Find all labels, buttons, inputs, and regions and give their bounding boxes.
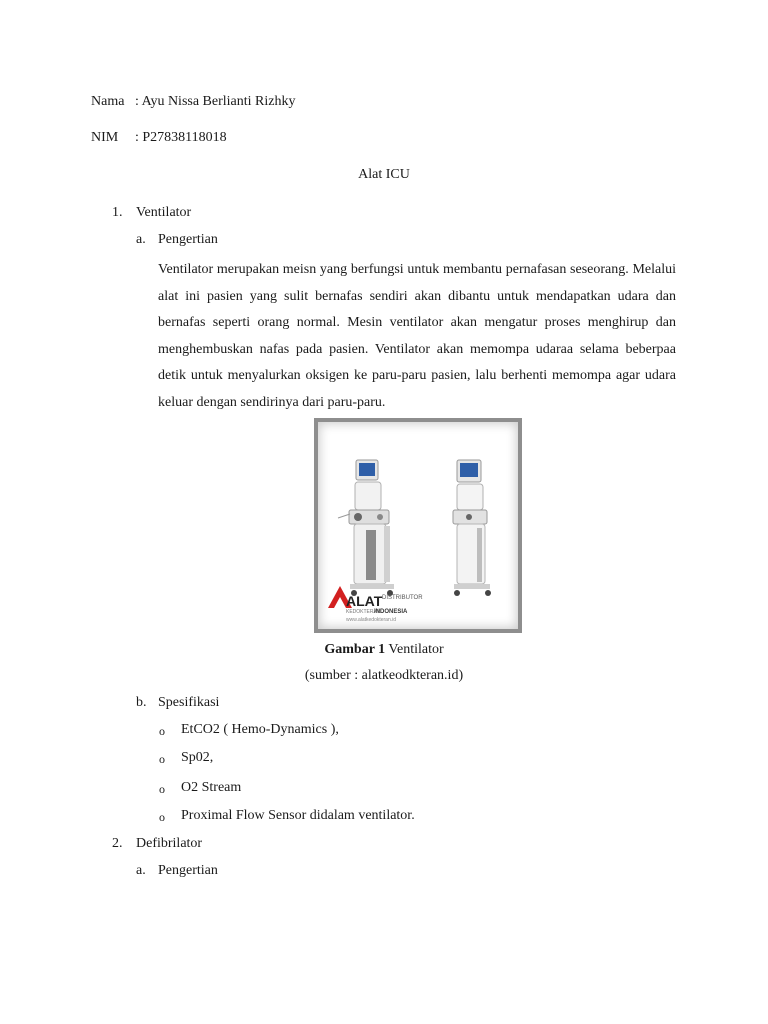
- section-2a-heading: Pengertian: [158, 863, 218, 878]
- section-1b-letter: b.: [136, 695, 147, 710]
- spec-bullet: o: [159, 782, 165, 796]
- figure-source: (sumber : alatkeodkteran.id): [304, 668, 464, 683]
- spec-bullet: o: [159, 724, 165, 738]
- section-2-number: 2.: [112, 836, 123, 851]
- figure-caption-label: Gambar 1: [324, 642, 386, 657]
- name-label: Nama: [91, 94, 125, 109]
- spec-bullet: o: [159, 810, 165, 824]
- svg-text:KEDOKTERAN: KEDOKTERAN: [346, 609, 381, 615]
- nim-label: NIM: [91, 130, 119, 145]
- svg-text:ALAT: ALAT: [346, 593, 383, 609]
- spec-item: O2 Stream: [181, 780, 242, 795]
- svg-text:INDONESIA: INDONESIA: [374, 609, 408, 615]
- section-1-heading: Ventilator: [136, 205, 192, 220]
- alat-kedokteran-logo: [328, 586, 423, 623]
- figure-caption: [0, 642, 768, 658]
- svg-text:www.alatkedokteran.id: www.alatkedokteran.id: [346, 617, 397, 623]
- spec-item: Proximal Flow Sensor didalam ventilator.: [181, 808, 415, 823]
- document-title: Alat ICU: [358, 167, 410, 182]
- spec-item: Sp02,: [181, 750, 214, 765]
- svg-text:DISTRIBUTOR: DISTRIBUTOR: [382, 595, 423, 601]
- ventilator-left-illustration: [338, 460, 394, 596]
- section-2a-letter: a.: [136, 863, 146, 878]
- section-2-heading: Defibrilator: [136, 836, 203, 851]
- name-value: : Ayu Nissa Berlianti Rizhky: [135, 94, 296, 109]
- ventilator-image: [314, 418, 522, 633]
- nim-value: : P27838118018: [135, 130, 227, 145]
- section-1-number: 1.: [112, 205, 123, 220]
- ventilator-definition-paragraph: Ventilator merupakan meisn yang berfungsi untuk membantu pernafasan seseorang. Melalui alat ini pasien yang sulit bernafas sendiri akan dibantu untuk mendapatkan udara dan bernafas seperti orang normal. Mesin ventilator akan mengatur proses menghirup dan menghembuskan nafas pada pasien. Ventilator akan memompa udaraa selama beberpaa detik untuk menyalurkan oksigen ke paru-paru pasien, lalu berhenti memompa agar udara keluar dengan sendirinya dari paru-paru.: [158, 262, 676, 410]
- spec-bullet: o: [159, 752, 165, 766]
- section-1a-heading: Pengertian: [158, 232, 218, 247]
- spec-item: EtCO2 ( Hemo-Dynamics ),: [181, 722, 339, 737]
- ventilator-figure: [314, 418, 522, 633]
- ventilator-right-illustration: [453, 460, 491, 596]
- section-1a-letter: a.: [136, 232, 146, 247]
- section-1b-heading: Spesifikasi: [158, 695, 220, 710]
- figure-caption-text: Ventilator: [385, 642, 444, 657]
